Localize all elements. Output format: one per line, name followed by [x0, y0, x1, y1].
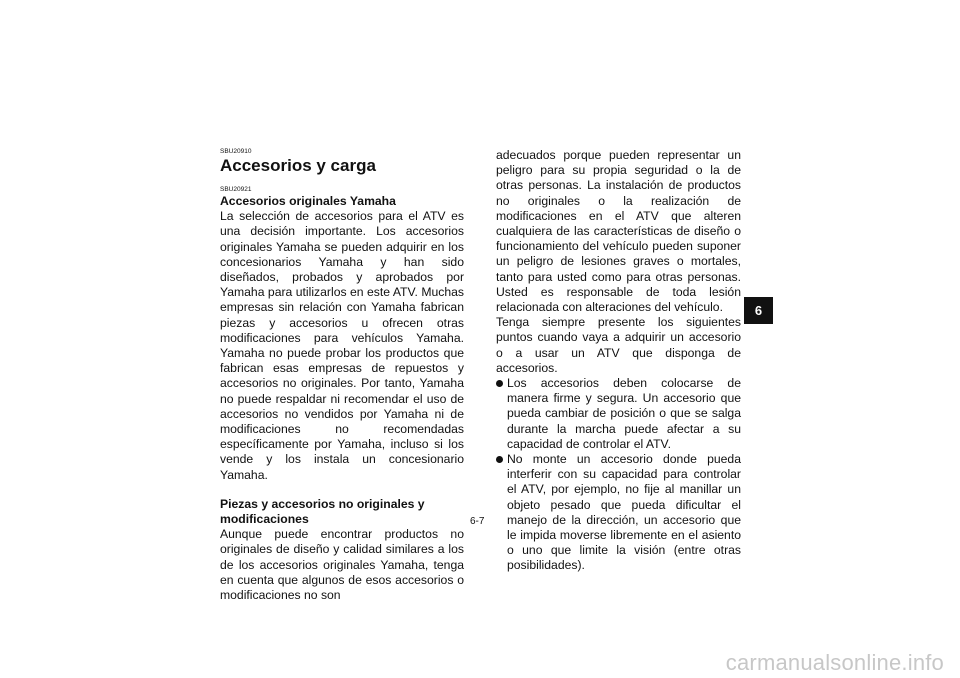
body-paragraph: La selección de accesorios para el ATV es una decisión importante. Los accesorios originales Yamaha se pueden adquirir en los concesionarios Yamaha y han sido diseñados, probados y aprobados por Yamaha para utilizarlos en este ATV. Muchas empresas sin relación con Yamaha fabrican piezas y accesorios u ofrecen otras modificaciones para vehículos Yamaha. Yamaha no puede probar los productos que fabrican esas empresas de repuestos y accesorios no originales. Por tanto, Yamaha no puede respaldar ni recomendar el uso de accesorios no vendidos por Yamaha ni de modificaciones no recomendadas específicamente por Yamaha, incluso si los vende y los instala un concesionario Yamaha.: [220, 209, 464, 482]
left-column: [220, 148, 464, 603]
bullet-item: [496, 376, 741, 452]
subsection-code: SBU20921: [220, 186, 252, 193]
right-column: [496, 148, 741, 574]
watermark: carmanualsonline.info: [725, 650, 944, 675]
bullet-icon: [496, 456, 503, 463]
body-paragraph-2: Aunque puede encontrar productos no originales de diseño y calidad similares a los de los accesorios originales Yamaha, tenga en cuenta que algunos de esos accesorios o modificaciones no son: [220, 527, 464, 603]
page-number: 6-7: [470, 516, 485, 527]
bullet-text: No monte un accesorio donde pueda interferir con su capacidad para controlar el ATV, por ejemplo, no fije al manillar un objeto pesado que pueda dificultar el manejo de la dirección, un accesorio que le impida moverse libremente en el asiento o uno que limite la visión (entre otras posibilidades).: [507, 452, 741, 573]
subsection-title: Accesorios originales Yamaha: [220, 194, 396, 208]
chapter-tab: 6: [744, 297, 773, 324]
bullet-item: [496, 452, 741, 574]
body-paragraph-4: Tenga siempre presente los siguientes puntos cuando vaya a adquirir un accesorio o a usar un ATV que disponga de accesorios.: [496, 315, 741, 375]
section-code: SBU20910: [220, 148, 252, 155]
section-title: Accesorios y carga: [220, 156, 376, 175]
subsection-title-2: Piezas y accesorios no originales y modificaciones: [220, 496, 425, 527]
body-paragraph-3: adecuados porque pueden representar un peligro para su propia seguridad o la de otras personas. La instalación de productos no originales o la realización de modificaciones en el ATV que alteren cualquiera de las características de diseño o funcionamiento del vehículo pueden suponer un peligro de lesiones graves o mortales, tanto para usted como para otras personas. Usted es responsable de toda lesión relacionada con alteraciones del vehículo.: [496, 148, 741, 315]
bullet-text: Los accesorios deben colocarse de manera firme y segura. Un accesorio que pueda cambiar de posición o que se salga durante la marcha puede afectar a su capacidad de controlar el ATV.: [507, 376, 741, 451]
bullet-icon: [496, 380, 503, 387]
